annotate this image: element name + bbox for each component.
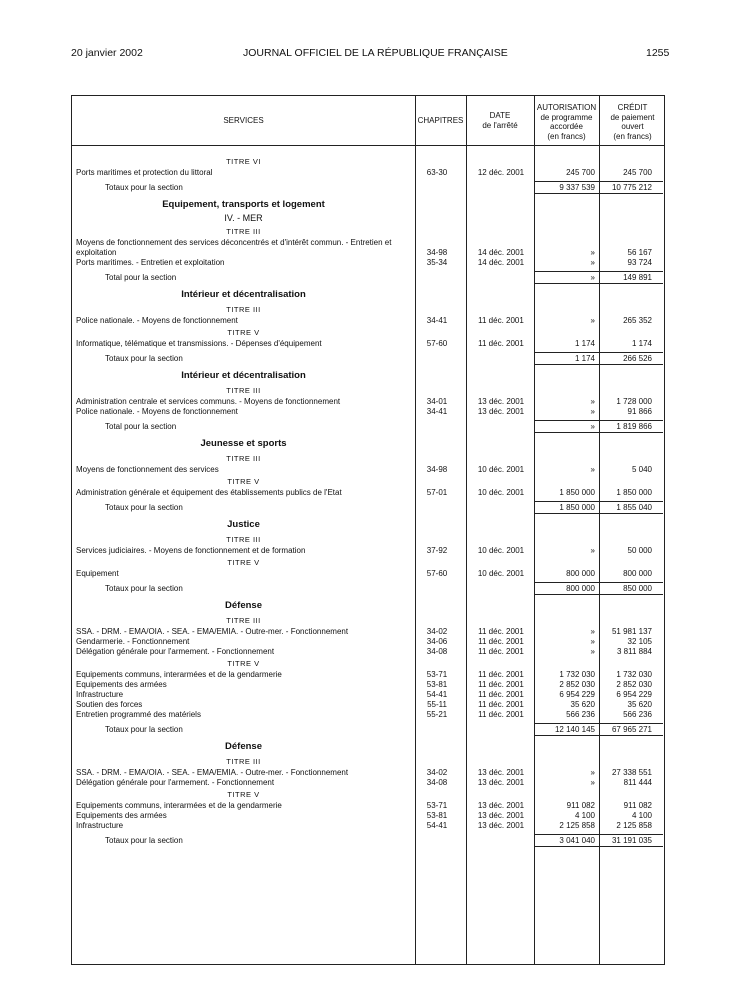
table-row [72,568,666,579]
section-subheading: TITRE III [226,616,261,625]
date-cell: 11 déc. 2001 [478,670,524,679]
section-subheading: TITRE III [226,454,261,463]
col-header-date-line1: DATE [489,111,511,120]
total-rule-top [598,271,663,272]
credit-cell: 265 352 [623,316,652,325]
section-subheading: TITRE VI [226,157,261,166]
chapitre-cell: 63-30 [426,168,448,177]
service-label: SSA. - DRM. - EMA/OIA. - SEA. - EMA/EMIA. - Outre-mer. - Fonctionnement [76,627,349,636]
total-rule-bottom [598,846,663,847]
credit-cell: 2 852 030 [616,680,652,689]
table-row [72,464,666,475]
total-rule-top [598,582,663,583]
autorisation-cell: » [590,768,595,777]
table-row [72,257,666,268]
credit-cell: 35 620 [627,700,652,709]
credit-cell: 566 236 [623,710,652,719]
chapitre-cell: 53-71 [426,670,448,679]
credit-cell: 1 855 040 [616,503,652,512]
table-row [72,820,666,831]
chapitre-cell: 34-08 [426,647,448,656]
issue-date: 20 janvier 2002 [71,47,143,59]
autorisation-cell: 1 850 000 [559,503,595,512]
credit-cell: 6 954 229 [616,690,652,699]
date-cell: 13 déc. 2001 [477,821,525,830]
credit-cell: 91 866 [627,407,652,416]
autorisation-cell: » [590,407,595,416]
chapitre-cell: 34-01 [426,397,448,406]
total-rule-bottom [534,364,599,365]
autorisation-cell: 4 100 [574,811,595,820]
service-label: Moyens de fonctionnement des services [76,465,219,474]
chapitre-cell: 57-01 [426,488,448,497]
col-header-credit-line3: ouvert [621,122,644,131]
credit-cell: 149 891 [623,273,652,282]
total-rule-bottom [534,594,599,595]
section-heading: Intérieur et décentralisation [181,370,306,381]
credit-cell: 4 100 [631,811,652,820]
autorisation-cell: » [590,258,595,267]
date-cell: 12 déc. 2001 [477,168,525,177]
date-cell: 10 déc. 2001 [477,465,525,474]
date-cell: 10 déc. 2001 [477,569,525,578]
credit-cell: 1 732 030 [616,670,652,679]
autorisation-cell: » [590,778,595,787]
service-label: exploitation [76,248,117,257]
autorisation-cell: 911 082 [566,801,595,810]
credit-cell: 245 700 [623,168,652,177]
chapitre-cell: 53-71 [426,801,448,810]
total-row [72,272,666,283]
section-subheading: TITRE III [226,386,261,395]
date-cell: 14 déc. 2001 [477,248,525,257]
date-cell: 11 déc. 2001 [478,690,524,699]
total-rule-bottom [598,283,663,284]
chapitre-cell: 54-41 [426,821,448,830]
total-rule-bottom [598,193,663,194]
total-rule-bottom [598,364,663,365]
credit-cell: 1 174 [631,339,652,348]
total-rule-top [534,501,599,502]
total-rule-bottom [534,432,599,433]
autorisation-cell: 2 125 858 [559,821,595,830]
service-label: Totaux pour la section [105,503,183,512]
credit-cell: 1 850 000 [616,488,652,497]
section-subheading: TITRE V [227,659,260,668]
section-subheading: TITRE III [226,757,261,766]
service-label: Totaux pour la section [105,183,183,192]
service-label: Equipements des armées [76,680,167,689]
col-header-autorisation-line3: accordée [550,122,583,131]
service-label: Totaux pour la section [105,354,183,363]
autorisation-cell: » [590,273,595,282]
chapitre-cell: 57-60 [426,339,448,348]
chapitre-cell: 55-11 [427,700,447,709]
autorisation-cell: » [590,397,595,406]
total-rule-top [598,834,663,835]
service-label: Infrastructure [76,690,124,699]
total-rule-bottom [598,513,663,514]
chapitre-cell: 37-92 [426,546,448,555]
service-label: Equipements des armées [76,811,167,820]
service-label: Totaux pour la section [105,725,183,734]
section-heading: Défense [225,741,262,752]
autorisation-cell: 800 000 [566,569,595,578]
service-label: Equipements communs, interarmées et de la gendarmerie [76,670,282,679]
total-rule-bottom [534,513,599,514]
service-label: Total pour la section [105,273,177,282]
section-subheading: TITRE V [227,477,260,486]
autorisation-cell: 9 337 539 [559,183,595,192]
journal-title: JOURNAL OFFICIEL DE LA RÉPUBLIQUE FRANÇAISE [243,47,508,59]
total-rule-top [534,723,599,724]
autorisation-cell: 2 852 030 [559,680,595,689]
date-cell: 13 déc. 2001 [477,811,525,820]
section-heading: Justice [227,519,260,530]
total-row [72,182,666,193]
credit-cell: 266 526 [623,354,652,363]
col-header-credit-line2: de paiement [610,112,655,122]
autorisation-cell: 1 850 000 [559,488,595,497]
total-rule-top [534,271,599,272]
table-row [72,709,666,720]
total-rule-top [534,352,599,353]
table-row [72,406,666,417]
date-cell: 13 déc. 2001 [477,801,525,810]
autorisation-cell: » [590,422,595,431]
autorisation-cell: 1 732 030 [559,670,595,679]
date-cell: 11 déc. 2001 [478,710,524,719]
autorisation-cell: » [590,248,595,257]
chapitre-cell: 57-60 [426,569,448,578]
section-heading: Intérieur et décentralisation [181,289,306,300]
page-number: 1255 [646,47,670,59]
date-cell: 11 déc. 2001 [478,316,524,325]
service-label: Administration générale et équipement des établissements publics de l'Etat [76,488,342,497]
date-cell: 11 déc. 2001 [478,339,524,348]
col-header-services: SERVICES [223,116,264,125]
credit-cell: 911 082 [623,801,652,810]
service-label: Moyens de fonctionnement des services déconcentrés et d'intérêt commun. - Entretien et [76,238,392,247]
col-header-credit-line1: CRÉDIT [617,103,648,112]
autorisation-cell: 1 174 [574,339,595,348]
service-label: Police nationale. - Moyens de fonctionnement [76,407,238,416]
total-rule-bottom [598,594,663,595]
chapitre-cell: 34-02 [426,768,448,777]
autorisation-cell: » [590,546,595,555]
credit-cell: 1 728 000 [616,397,652,406]
section-subheading: TITRE V [227,328,260,337]
service-label: Ports maritimes et protection du littoral [76,168,213,177]
credit-cell: 32 105 [627,637,652,646]
total-rule-top [534,834,599,835]
credit-cell: 10 775 212 [611,183,652,192]
autorisation-cell: 800 000 [566,584,595,593]
section-subheading: TITRE III [226,305,261,314]
service-label: Délégation générale pour l'armement. - Fonctionnement [76,778,275,787]
total-rule-top [598,352,663,353]
credit-cell: 67 965 271 [611,725,652,734]
column-divider [415,96,416,964]
total-rule-top [534,181,599,182]
autorisation-cell: 6 954 229 [559,690,595,699]
service-label: Entretien programmé des matériels [76,710,201,719]
table-row [72,545,666,556]
date-cell: 10 déc. 2001 [477,488,525,497]
col-header-credit [599,103,666,141]
table-row [72,315,666,326]
total-row [72,583,666,594]
total-rule-top [598,723,663,724]
autorisation-cell: » [590,316,595,325]
service-label: Totaux pour la section [105,836,183,845]
date-cell: 11 déc. 2001 [478,647,524,656]
credit-cell: 93 724 [627,258,652,267]
col-header-date [466,111,534,130]
chapitre-cell: 34-06 [426,637,448,646]
credit-cell: 31 191 035 [611,836,652,845]
col-header-credit-line4: (en francs) [613,131,652,141]
autorisation-cell: » [590,465,595,474]
total-rule-top [534,582,599,583]
total-row [72,502,666,513]
autorisation-cell: 245 700 [566,168,595,177]
section-subheading: TITRE V [227,558,260,567]
service-label: Administration centrale et services communs. - Moyens de fonctionnement [76,397,341,406]
total-rule-bottom [534,193,599,194]
total-row [72,421,666,432]
col-header-autorisation-line4: (en francs) [547,131,586,141]
service-label: Soutien des forces [76,700,143,709]
service-label: Services judiciaires. - Moyens de fonctionnement et de formation [76,546,306,555]
section-heading: Jeunesse et sports [200,438,287,449]
credit-cell: 5 040 [631,465,652,474]
chapitre-cell: 53-81 [426,811,448,820]
section-subheading: TITRE V [227,790,260,799]
page-header [0,47,748,61]
table-row [72,646,666,657]
service-label: Totaux pour la section [105,584,183,593]
credit-cell: 811 444 [623,778,652,787]
section-subheading: IV. - MER [224,213,263,223]
service-label: SSA. - DRM. - EMA/OIA. - SEA. - EMA/EMIA. - Outre-mer. - Fonctionnement [76,768,349,777]
date-cell: 13 déc. 2001 [477,397,525,406]
total-rule-bottom [534,846,599,847]
table-row [72,338,666,349]
table-row [72,777,666,788]
total-row [72,724,666,735]
date-cell: 13 déc. 2001 [477,778,525,787]
service-label: Ports maritimes. - Entretien et exploitation [76,258,225,267]
col-header-autorisation-line1: AUTORISATION [536,103,597,112]
credit-cell: 1 819 866 [616,422,652,431]
autorisation-cell: » [590,647,595,656]
total-rule-top [598,181,663,182]
col-header-date-line2: de l'arrêté [482,120,518,130]
table-row [72,167,666,178]
date-cell: 13 déc. 2001 [477,407,525,416]
credit-cell: 27 338 551 [611,768,652,777]
chapitre-cell: 34-08 [426,778,448,787]
credit-cell: 3 811 884 [617,647,652,656]
service-label: Equipement [76,569,119,578]
chapitre-cell: 34-41 [426,407,448,416]
chapitre-cell: 35-34 [426,258,448,267]
service-label: Informatique, télématique et transmissions. - Dépenses d'équipement [76,339,322,348]
col-header-autorisation [534,103,599,141]
date-cell: 11 déc. 2001 [478,637,524,646]
total-row [72,835,666,846]
header-separator [72,145,664,146]
autorisation-cell: 35 620 [570,700,595,709]
service-label: Gendarmerie. - Fonctionnement [76,637,190,646]
service-label: Police nationale. - Moyens de fonctionnement [76,316,238,325]
autorisation-cell: » [590,627,595,636]
autorisation-cell: 1 174 [574,354,595,363]
col-header-chapitres: CHAPITRES [417,116,464,125]
service-label: Délégation générale pour l'armement. - Fonctionnement [76,647,275,656]
date-cell: 11 déc. 2001 [478,627,524,636]
credit-cell: 51 981 137 [611,627,652,636]
autorisation-cell: » [590,637,595,646]
section-subheading: TITRE III [226,535,261,544]
date-cell: 11 déc. 2001 [478,700,524,709]
date-cell: 14 déc. 2001 [477,258,525,267]
autorisation-cell: 566 236 [566,710,595,719]
credit-cell: 850 000 [623,584,652,593]
credit-cell: 800 000 [623,569,652,578]
chapitre-cell: 34-98 [426,465,448,474]
table-row [72,487,666,498]
total-rule-top [598,501,663,502]
chapitre-cell: 55-21 [426,710,448,719]
date-cell: 13 déc. 2001 [477,768,525,777]
col-header-autorisation-line2: de programme [540,112,593,122]
section-heading: Défense [225,600,262,611]
total-rule-bottom [534,283,599,284]
total-rule-top [598,420,663,421]
date-cell: 11 déc. 2001 [478,680,524,689]
chapitre-cell: 54-41 [426,690,448,699]
column-divider [466,96,467,964]
section-heading: Equipement, transports et logement [162,199,325,210]
credit-cell: 50 000 [627,546,652,555]
budget-table [71,95,665,965]
autorisation-cell: 12 140 145 [554,725,595,734]
autorisation-cell: 3 041 040 [559,836,595,845]
credit-cell: 2 125 858 [616,821,652,830]
chapitre-cell: 34-41 [426,316,448,325]
chapitre-cell: 34-02 [426,627,448,636]
chapitre-cell: 34-98 [426,248,448,257]
total-row [72,353,666,364]
credit-cell: 56 167 [627,248,652,257]
service-label: Total pour la section [105,422,177,431]
section-subheading: TITRE III [226,227,261,236]
service-label: Infrastructure [76,821,124,830]
chapitre-cell: 53-81 [426,680,448,689]
total-rule-bottom [598,735,663,736]
total-rule-bottom [534,735,599,736]
total-rule-bottom [598,432,663,433]
date-cell: 10 déc. 2001 [477,546,525,555]
service-label: Equipements communs, interarmées et de la gendarmerie [76,801,282,810]
total-rule-top [534,420,599,421]
